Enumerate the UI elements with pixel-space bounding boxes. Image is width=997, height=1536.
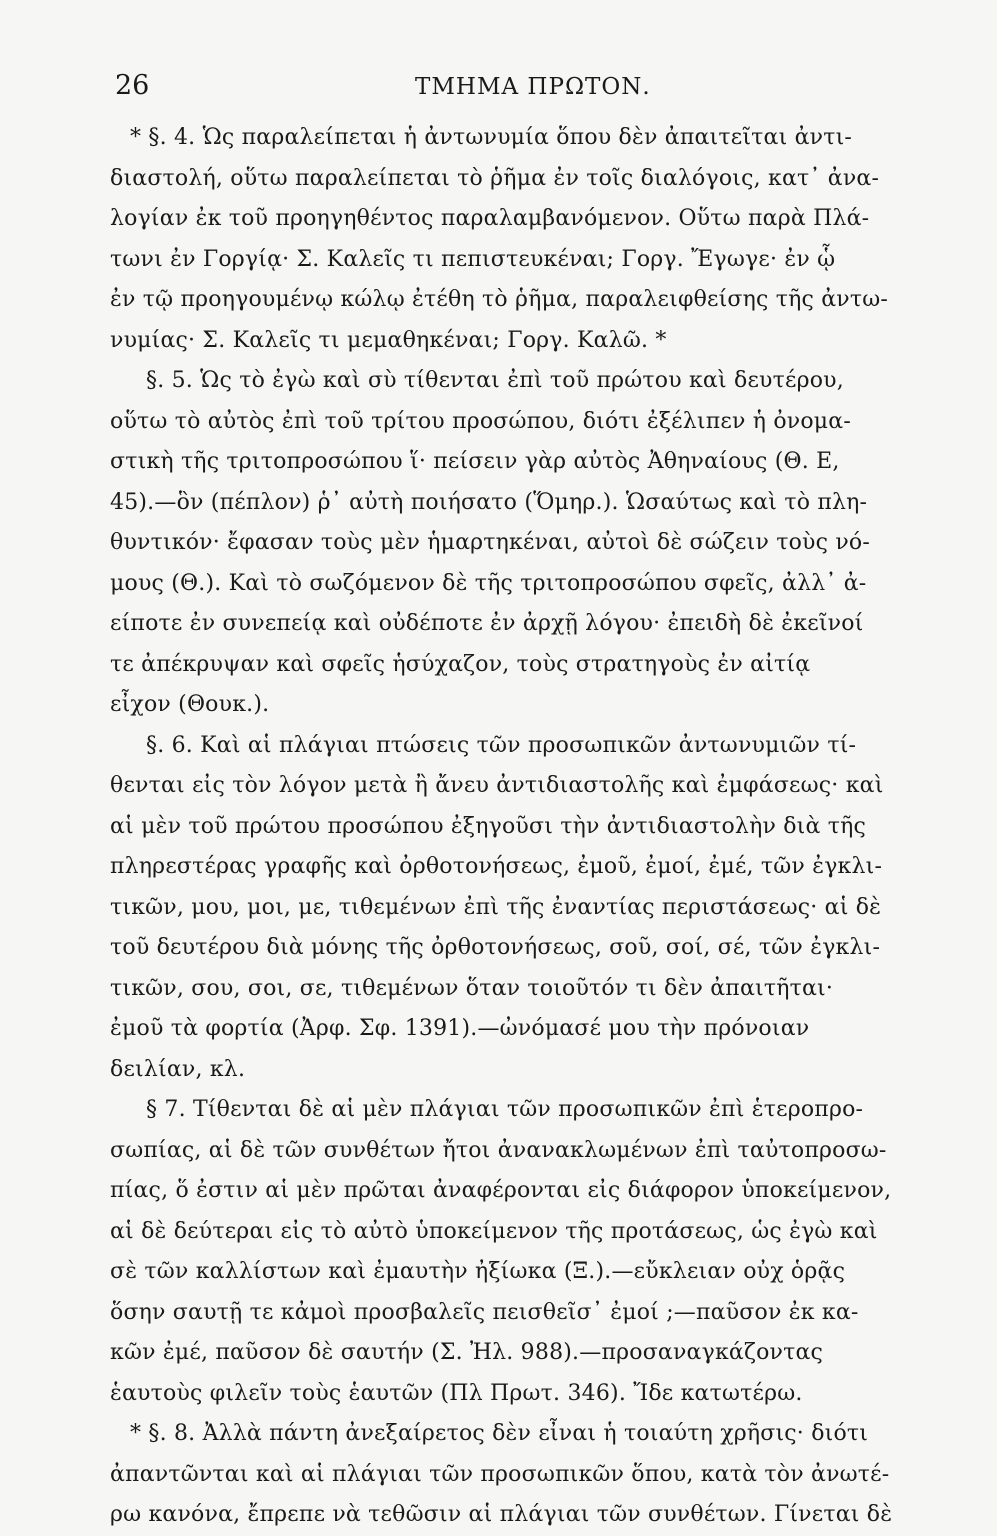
- text-line: ἐν τῷ προηγουμένῳ κώλῳ ἐτέθη τὸ ῥῆμα, παραλειφθείσης τῆς ἀντω-: [110, 287, 888, 312]
- text-line: διαστολή, οὕτω παραλείπεται τὸ ῥῆμα ἐν τοῖς διαλόγοις, κατ᾽ ἀνα-: [110, 165, 880, 191]
- text-line: πληρεστέρας γραφῆς καὶ ὀρθοτονήσεως, ἐμοῦ, ἐμοί, ἐμέ, τῶν ἐγκλι-: [110, 854, 883, 879]
- text-line: ἐμοῦ τὰ φορτία (Ἀρφ. Σφ. 1391).—ὠνόμασέ μου τὴν πρόνοιαν: [110, 1016, 810, 1041]
- text-line: ὅσην σαυτῇ τε κἀμοὶ προσβαλεῖς πεισθεῖσ᾽ ἐμοί ;—παῦσον ἐκ κα-: [110, 1299, 859, 1325]
- text-line: ἀπαντῶνται καὶ αἱ πλάγιαι τῶν προσωπικῶν ὅπου, κατὰ τὸν ἀνωτέ-: [110, 1461, 890, 1487]
- text-line: αἱ μὲν τοῦ πρώτου προσώπου ἐξηγοῦσι τὴν ἀντιδιαστολὴν διὰ τῆς: [110, 813, 867, 839]
- page-number: 26: [115, 70, 150, 101]
- text-line: τε ἀπέκρυψαν καὶ σφεῖς ἡσύχαζον, τοὺς στρατηγοὺς ἐν αἰτίᾳ: [110, 651, 811, 677]
- text-line: σὲ τῶν καλλίστων καὶ ἐμαυτὴν ἠξίωκα (Ξ.).—εὔκλειαν οὐχ ὁρᾷς: [110, 1259, 846, 1284]
- text-line: §. 6. Καὶ αἱ πλάγιαι πτώσεις τῶν προσωπικῶν ἀντωνυμιῶν τί-: [146, 732, 857, 758]
- text-line: στικὴ τῆς τριτοπροσώπου ἵ· πείσειν γὰρ αὐτὸς Ἀθηναίους (Θ. Ε,: [110, 449, 840, 474]
- text-line: τικῶν, μου, μοι, με, τιθεμένων ἐπὶ τῆς ἐναντίας περιστάσεως· αἱ δὲ: [110, 894, 882, 920]
- text-line: αἱ δὲ δεύτεραι εἰς τὸ αὐτὸ ὑποκείμενον τῆς προτάσεως, ὡς ἐγὼ καὶ: [110, 1218, 878, 1244]
- text-line: τοῦ δευτέρου διὰ μόνης τῆς ὀρθοτονήσεως, σοῦ, σοί, σέ, τῶν ἐγκλι-: [110, 935, 881, 960]
- text-line: θυντικόν· ἔφασαν τοὺς μὲν ἡμαρτηκέναι, αὐτοὶ δὲ σώζειν τοὺς νό-: [110, 530, 870, 555]
- text-line: ἑαυτοὺς φιλεῖν τοὺς ἑαυτῶν (Πλ Πρωτ. 346). Ἴδε κατωτέρω.: [110, 1380, 803, 1406]
- text-line: * §. 8. Ἀλλὰ πάντη ἀνεξαίρετος δὲν εἶναι ἡ τοιαύτη χρῆσις· διότι: [130, 1421, 869, 1446]
- text-line: πίας, ὅ ἐστιν αἱ μὲν πρῶται ἀναφέρονται εἰς διάφορον ὑποκείμενον,: [110, 1178, 892, 1203]
- text-line: ρω κανόνα, ἔπρεπε νὰ τεθῶσιν αἱ πλάγιαι τῶν συνθέτων. Γίνεται δὲ: [110, 1502, 893, 1527]
- text-line: τωνι ἐν Γοργίᾳ· Σ. Καλεῖς τι πεπιστευκέναι; Γοργ. Ἔγωγε· ἐν ᾧ: [110, 246, 836, 272]
- text-line: εἶχον (Θουκ.).: [110, 692, 270, 717]
- text-line: θενται εἰς τὸν λόγον μετὰ ἢ ἄνευ ἀντιδιαστολῆς καὶ ἐμφάσεως· καὶ: [110, 773, 884, 798]
- page-header: [115, 70, 940, 114]
- text-line: νυμίας· Σ. Καλεῖς τι μεμαθηκέναι; Γοργ. Καλῶ. *: [110, 327, 667, 353]
- text-line: κῶν ἐμέ, παῦσον δὲ σαυτήν (Σ. Ἠλ. 988).—προσαναγκάζοντας: [110, 1340, 824, 1365]
- text-line: 45).—ὃν (πέπλον) ῥ᾽ αὐτὴ ποιήσατο (Ὅμηρ.). Ὡσαύτως καὶ τὸ πλη-: [110, 489, 868, 515]
- text-line: δειλίαν, κλ.: [110, 1056, 246, 1082]
- text-line: §. 5. Ὡς τὸ ἐγὼ καὶ σὺ τίθενται ἐπὶ τοῦ πρώτου καὶ δευτέρου,: [146, 368, 844, 393]
- text-line: μους (Θ.). Καὶ τὸ σωζόμενον δὲ τῆς τριτοπροσώπου σφεῖς, ἀλλ᾽ ἀ-: [110, 570, 867, 596]
- text-line: σωπίας, αἱ δὲ τῶν συνθέτων ἤτοι ἀνανακλωμένων ἐπὶ ταὐτοπροσω-: [110, 1137, 887, 1163]
- text-line: τικῶν, σου, σοι, σε, τιθεμένων ὅταν τοιοῦτόν τι δὲν ἀπαιτῆται·: [110, 975, 834, 1001]
- body-text: [110, 118, 940, 1536]
- running-title: ΤΜΗΜΑ ΠΡΩΤΟΝ.: [415, 74, 651, 100]
- text-line: οὕτω τὸ αὐτὸς ἐπὶ τοῦ τρίτου προσώπου, διότι ἐξέλιπεν ἡ ὀνομα-: [110, 408, 851, 434]
- text-line: § 7. Τίθενται δὲ αἱ μὲν πλάγιαι τῶν προσωπικῶν ἐπὶ ἑτεροπρο-: [146, 1097, 864, 1122]
- text-line: λογίαν ἐκ τοῦ προηγηθέντος παραλαμβανόμενον. Οὕτω παρὰ Πλά-: [110, 206, 870, 231]
- text-line: είποτε ἐν συνεπείᾳ καὶ οὐδέποτε ἐν ἀρχῇ λόγου· ἐπειδὴ δὲ ἐκεῖνοί: [110, 611, 864, 636]
- text-line: * §. 4. Ὡς παραλείπεται ἡ ἀντωνυμία ὅπου δὲν ἀπαιτεῖται ἀντι-: [130, 125, 853, 150]
